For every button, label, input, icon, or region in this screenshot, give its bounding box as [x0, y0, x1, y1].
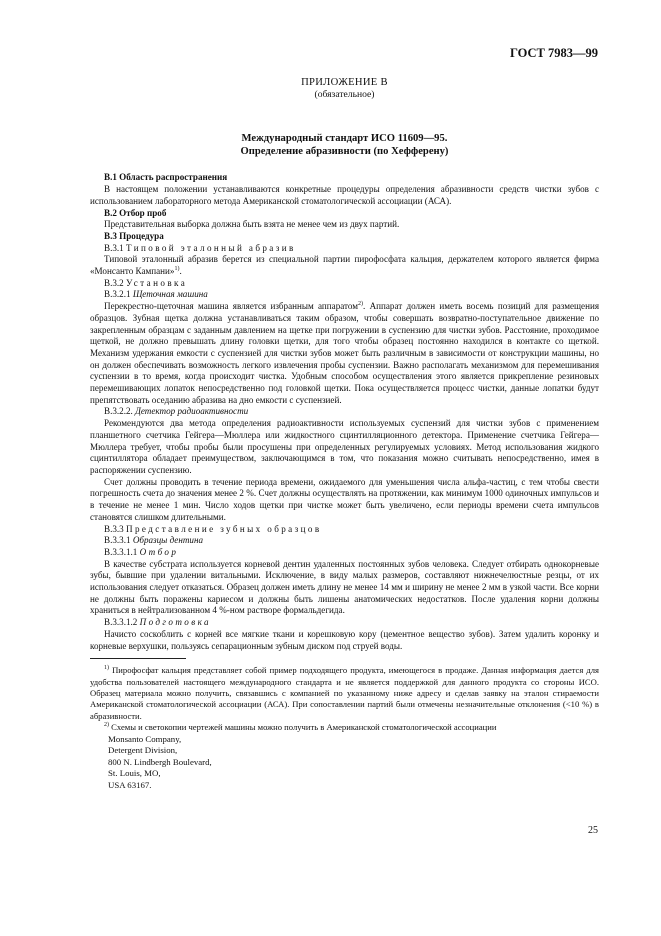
- footnotes: [90, 665, 599, 791]
- section-b3312-number: В.3.3.1.2: [104, 617, 138, 628]
- section-b322-heading: [90, 406, 599, 418]
- section-b322-number: В.3.2.2.: [104, 406, 133, 417]
- section-b31-text-b: .: [179, 266, 182, 277]
- section-b321-number: В.3.2.1: [104, 289, 131, 300]
- section-b2-text: Представительная выборка должна быть взята не менее чем из двух партий.: [104, 219, 400, 230]
- section-b2-heading: В.2 Отбор проб: [104, 207, 167, 218]
- section-b322-text-1: Рекомендуются два метода определения радиоактивности используемых суспензий для чистки зубов с применением планшетного счетчика Гейгера—Мюллера или жидкостного сцинтилляционного детектора. Применение счетчика Гейгера—Мюллера требует, чтобы пробы были просушены при определенных регулируемых условиях. Метод использования жидкого сцинтиллятора обладает преимуществом, заключающимся в том, что показания можно считывать непосредственно, имея в распоряжении суспензию.: [90, 418, 599, 475]
- page-content: [90, 73, 599, 792]
- section-b31-title: Типовой эталонный абразив: [126, 242, 296, 253]
- section-b3311-text: В качестве субстрата используется корневой дентин удаленных постоянных зубов человека. Следует отбирать однокорневые зубы, бывшие при удалении витальными. Исключение, в виду малых размеров, составляют нижнечелюстные резцы, от их использования следует отказаться. Образец должен иметь длину не менее 14 мм и ширину не менее 2 мм в узкой части. Все корни не должны быть поражены кариесом и должны быть лишены анатомических недостатков. После удаления корни должны храниться в нейтрализованном 4 %-ном растворе формальдегида.: [90, 558, 599, 616]
- footnote-divider: [90, 658, 186, 659]
- section-b3311-number: В.3.3.1.1: [104, 546, 138, 557]
- section-b31-number: В.3.1: [104, 242, 124, 253]
- page-number: 25: [588, 825, 598, 836]
- section-b321-title: Щеточная машина: [132, 289, 208, 300]
- address-block: [108, 734, 599, 792]
- section-b321-heading: [90, 289, 599, 301]
- standard-title-line1: Международный стандарт ИСО 11609—95.: [241, 133, 448, 145]
- section-b33-heading: [90, 524, 599, 536]
- section-b331-number: В.3.3.1: [104, 535, 131, 546]
- address-line: St. Louis, MO,: [108, 768, 161, 779]
- section-b31-text: [90, 254, 599, 277]
- footnote-ref-1: 1): [174, 266, 180, 273]
- footnote-1: [90, 665, 599, 722]
- address-line: Monsanto Company,: [108, 733, 182, 744]
- footnote-1-mark: 1): [104, 665, 109, 672]
- footnote-2-text: Схемы и светокопии чертежей машины можно получить в Американской стоматологической ассоциации: [111, 722, 497, 733]
- section-b32-heading: [90, 278, 599, 290]
- section-b3-heading: В.3 Процедура: [104, 230, 164, 241]
- section-b3311-title: Отбор: [139, 546, 179, 557]
- section-b1-heading: В.1 Область распространения: [104, 172, 228, 183]
- section-b331-title: Образцы дентина: [132, 535, 204, 546]
- address-line: 800 N. Lindbergh Boulevard,: [108, 756, 212, 767]
- section-b3311-heading: [90, 547, 599, 559]
- section-b3312-title: Подготовка: [139, 617, 211, 628]
- section-b3312-heading: [90, 617, 599, 629]
- section-b32-number: В.3.2: [104, 277, 124, 288]
- section-b31-text-a: Типовой эталонный абразив берется из специальной партии пирофосфата кальция, держателем которого является фирма «Монсанто Кампани»: [90, 254, 599, 277]
- section-b32-title: Установка: [126, 277, 188, 288]
- standard-code: ГОСТ 7983—99: [509, 46, 598, 60]
- section-b321-text-b: . Аппарат должен иметь восемь позиций для размещения образцов. Зубная щетка должна устанавливаться таким образом, чтобы совершать возвратно-поступательное движение по закрепленным образцам с заданным давлением на щетке при погружении в суспензию для чистки зубов. Расстояние, проходимое щеткой, не должно превышать длину головки щетки, для того чтобы образец постоянно находился в контакте со щеткой. Механизм удержания емкости с суспензией для чистки зубов может быть различным в зависимости от конструкции машины, но он должен обеспечивать возможность легкого извлечения пробы суспензии. Важно располагать механизмом для перемешивания суспензии в то время, когда происходит чистка. Удобным способом осуществления этого является прикрепление резиновых перемешивающих лопаток непосредственно под головкой щетки. Пока осуществляется процесс чистки, данные лопатки будут препятствовать оседанию абразива на дно емкости с суспензией.: [90, 301, 600, 405]
- section-b331-heading: [90, 535, 599, 547]
- standard-title-line2: Определение абразивности (по Хефферену): [240, 146, 449, 158]
- section-b31-heading: [90, 243, 599, 255]
- section-b3312-text: Начисто соскоблить с корней все мягкие ткани и корешковую кору (цементное вещество зубов). Затем удалить коронку и корневые верхушки, пользуясь сепарационным зубным диском под струей воды.: [90, 628, 599, 651]
- section-b321-text: [90, 301, 599, 406]
- footnote-1-text: Пирофосфат кальция представляет собой пример подходящего продукта, имеющегося в продаже. Данная информация дается для удобства пользователей настоящего международного стандарта и не является поддержкой для данного продукта со стороны ИСО. Образец материала можно получить, связавшись с компанией по указанному ниже адресу и сделав заявку на эталон стираемости Американской стоматологической ассоциации (АСА). При сопоставлении партий были отмечены незначительные отклонения (<10 %) в абразивности.: [90, 665, 599, 721]
- section-b33-title: Представление зубных образцов: [126, 523, 322, 534]
- section-b33-number: В.3.3: [104, 523, 124, 534]
- section-b322-title: Детектор радиоактивности: [135, 406, 249, 417]
- footnote-2-mark: 2): [104, 722, 109, 729]
- address-line: Detergent Division,: [108, 745, 178, 756]
- section-b1-text: В настоящем положении устанавливаются конкретные процедуры определения абразивности средств чистки зубов с использованием лабораторного метода Американской стоматологической ассоциации (АСА).: [90, 184, 599, 206]
- address-line: USA 63167.: [108, 780, 152, 791]
- appendix-status: (обязательное): [314, 88, 375, 100]
- footnote-2: [90, 722, 599, 733]
- appendix-title: ПРИЛОЖЕНИЕ В: [301, 77, 388, 88]
- footnote-ref-2: 2): [358, 301, 364, 308]
- section-b322-text-2: Счет должны проводить в течение периода времени, ожидаемого для уменьшения числа альфа-частиц, с тем чтобы свести погрешность счета до значения менее 2 %. Счет должны осуществлять на протяжении, как минимум 1000 одиночных импульсов и в течение не менее 1 мин. Число ходов щетки при чистке может быть увеличено, если периоды времени счета импульсов становятся слишком длительными.: [90, 476, 599, 522]
- section-b321-text-a: Перекрестно-щеточная машина является избранным аппаратом: [104, 301, 359, 312]
